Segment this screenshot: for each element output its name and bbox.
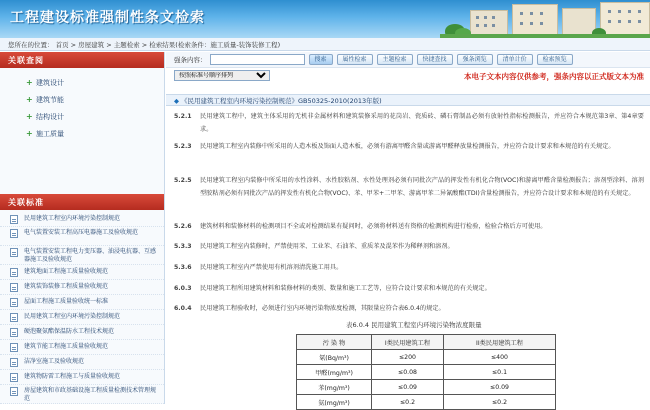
sidebar-item-structural-design[interactable]: + 结构设计 — [26, 112, 64, 121]
table-caption: 表6.0.4 民用建筑工程室内环境污染物浓度限量 — [346, 321, 482, 329]
list-item[interactable]: 屋面工程施工质量验收统一标准 — [0, 295, 164, 310]
list-item[interactable]: 建筑装饰装修工程质量验收规范 — [0, 280, 164, 295]
document-icon — [10, 298, 18, 307]
list-item[interactable]: 洁净室施工及验收规范 — [0, 355, 164, 370]
clause-item: 5.3.3 民用建筑工程室内装修时，严禁使用苯、工业苯、石油苯、重质苯及混苯作为稀释剂和溶剂。 — [174, 243, 454, 250]
sidebar — [0, 52, 165, 404]
header-banner — [0, 0, 650, 38]
document-icon — [10, 215, 18, 224]
list-item[interactable]: 民用建筑工程室内环境污染控制规范 — [0, 212, 164, 227]
sort-select[interactable] — [174, 70, 270, 81]
sidebar-item-energy-saving[interactable]: + 建筑节能 — [26, 95, 64, 104]
related-standards-header: 关联标准 — [0, 194, 164, 210]
list-item[interactable]: 建筑物防雷工程施工与质量验收规范 — [0, 370, 164, 385]
pollutant-limit-table — [296, 334, 556, 410]
search-input[interactable] — [210, 54, 305, 65]
document-icon — [10, 313, 18, 322]
document-icon — [10, 387, 18, 396]
sidebar-item-construction-quality[interactable]: + 施工质量 — [26, 129, 64, 138]
list-item[interactable]: 硬泡聚氨酯保温防水工程技术规范 — [0, 325, 164, 340]
document-icon — [10, 358, 18, 367]
clause-item: 5.2.3 民用建筑工程室内装修中所采用的人造木板及饰面人造木板，必须有游离甲醛含量或游离甲醛释放量检测报告，并应符合设计要求和本规范的有关规定。 — [174, 143, 615, 150]
related-standards-list — [0, 210, 164, 404]
table-row: 氨(mg/m³) ≤0.2 ≤0.2 — [297, 395, 556, 410]
list-item[interactable]: 房屋建筑和市政基础设施工程质量检测技术管理规范 — [0, 385, 164, 404]
topic-search-button[interactable]: 主题检索 — [377, 54, 413, 65]
list-item[interactable]: 电气装置安装工程高压电器施工及验收规范 — [0, 227, 164, 246]
clause-item: 5.3.6 民用建筑工程室内严禁使用有机溶剂清洗施工用具。 — [174, 264, 343, 271]
document-icon — [10, 229, 18, 238]
clause-item: 5.2.6 建筑材料和装修材料的检测项目不全或对检测结果有疑问时，必须将材料送有资格的检测机构进行检验，检验合格后方可使用。 — [174, 223, 547, 230]
disclaimer-notice: 本电子文本内容仅供参考，强条内容以正式版文本为准 — [464, 72, 644, 81]
bullet-icon: ◆ — [174, 97, 179, 105]
document-icon — [10, 328, 18, 337]
document-heading[interactable]: ◆ 《民用建筑工程室内环境污染控制规范》GB50325-2010(2013年版) — [166, 94, 650, 106]
list-item[interactable]: 电气装置安装工程电力变压器、油浸电抗器、互感器施工及验收规范 — [0, 246, 164, 265]
list-item[interactable]: 建筑地面工程施工质量验收规范 — [0, 265, 164, 280]
search-toolbar — [166, 52, 650, 68]
related-query-header: 关联查阅 — [0, 52, 164, 68]
page-title: 工程建设标准强制性条文检索 — [10, 10, 205, 26]
plus-icon: + — [26, 129, 33, 138]
bill-pricing-button[interactable]: 清单计价 — [497, 54, 533, 65]
search-preview-button[interactable]: 检索预览 — [537, 54, 573, 65]
related-query-list — [0, 68, 164, 194]
plus-icon: + — [26, 95, 33, 104]
document-icon — [10, 283, 18, 292]
main-content — [166, 52, 650, 407]
list-item[interactable]: 建筑节能工程施工质量验收规范 — [0, 340, 164, 355]
breadcrumb: 您所在的位置： 首页 > 房屋建筑 > 主题检索 > 检索结果(检索条件：施工质量-装饰装修工程) — [0, 38, 650, 51]
table-header-row: 污 染 物 I类民用建筑工程 II类民用建筑工程 — [297, 335, 556, 350]
attribute-search-button[interactable]: 属性检索 — [337, 54, 373, 65]
document-icon — [10, 248, 18, 257]
clause-item: 5.2.5 民用建筑工程室内装修中所采用的水性涂料、水性胶粘剂、水性处理剂必须有同批次产品的挥发性有机化合物(VOC)和游离甲醛含量检测报告；溶剂型涂料、溶剂型胶粘剂必须有同批次产品的挥发性有机化合物(VOC)、苯、甲苯+二甲苯、游离甲苯二异氰酸酯(TDI)含量检测报告，并应符合设计要求和本规范的有关规定。 — [174, 177, 644, 197]
plus-icon: + — [26, 78, 33, 87]
table-row: 苯(mg/m³) ≤0.09 ≤0.09 — [297, 380, 556, 395]
search-button[interactable]: 搜索 — [309, 54, 333, 65]
sidebar-item-building-design[interactable]: + 建筑设计 — [26, 78, 64, 87]
clause-item: 5.2.1 民用建筑工程中，建筑主体采用的无机非金属材料和建筑装修采用的花岗岩、瓷质砖、磷石膏制品必须有放射性指标检测报告，并应符合本规范第3章、第4章要求。 — [174, 113, 644, 133]
browse-clauses-button[interactable]: 强条浏览 — [457, 54, 493, 65]
document-icon — [10, 268, 18, 277]
quick-find-button[interactable]: 快捷查找 — [417, 54, 453, 65]
clause-item: 6.0.4 民用建筑工程验收时，必须进行室内环境污染物浓度检测，其限量应符合表6.0.4的规定。 — [174, 305, 445, 312]
table-row: 甲醛(mg/m³) ≤0.08 ≤0.1 — [297, 365, 556, 380]
list-item[interactable]: 民用建筑工程室内环境污染控制规范 — [0, 310, 164, 325]
clause-item: 6.0.3 民用建筑工程所用建筑材料和装修材料的类别、数量和施工工艺等，应符合设计要求和本规范的有关规定。 — [174, 285, 491, 292]
table-row: 氡(Bq/m³) ≤200 ≤400 — [297, 350, 556, 365]
document-icon — [10, 373, 18, 382]
search-label: 强条内容： — [174, 56, 207, 64]
document-icon — [10, 343, 18, 352]
plus-icon: + — [26, 112, 33, 121]
